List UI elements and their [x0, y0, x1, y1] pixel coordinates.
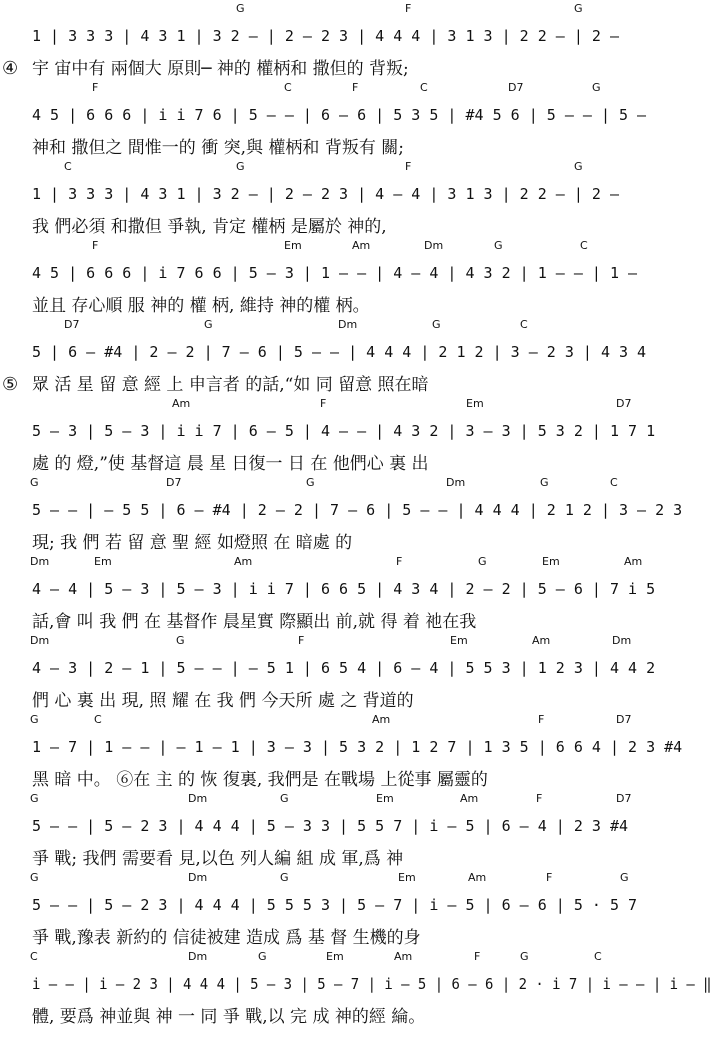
chord-symbol: F [405, 160, 412, 173]
chord-symbol: Em [94, 555, 112, 568]
chord-symbol: D7 [616, 397, 632, 410]
chord-row [0, 397, 718, 413]
chord-symbol: C [594, 950, 602, 963]
notation-text: 1 | 3 3 3 | 4 3 1 | 3 2 — | 2 — 2 3 | 4 — 4 | 3 1 3 | 2 2 — | 2 — [32, 185, 619, 203]
numbered-notation-row [0, 966, 718, 1002]
numbered-notation-row [0, 650, 718, 686]
chord-row [0, 476, 718, 492]
chord-symbol: G [520, 950, 529, 963]
chord-symbol: Em [326, 950, 344, 963]
chord-symbol: Am [532, 634, 551, 647]
chord-symbol: D7 [616, 713, 632, 726]
chord-symbol: D7 [508, 81, 524, 94]
numbered-notation-row [0, 97, 718, 133]
chord-symbol: G [30, 713, 39, 726]
chord-symbol: Am [372, 713, 391, 726]
chord-symbol: G [306, 476, 315, 489]
chord-symbol: F [92, 239, 99, 252]
chord-row [0, 2, 718, 18]
chord-symbol: Em [376, 792, 394, 805]
chord-symbol: Dm [424, 239, 444, 252]
chord-row [0, 318, 718, 334]
notation-text: 5 — 3 | 5 — 3 | i i 7 | 6 — 5 | 4 — — | 4 3 2 | 3 — 3 | 5 3 2 | 1 7 1 [32, 422, 656, 440]
lyrics-text: 黑 暗 中。 ⑥在 主 的 恢 復裏, 我們是 在戰場 上從事 屬靈的 [32, 770, 488, 790]
numbered-notation-row [0, 808, 718, 844]
chord-symbol: G [236, 160, 245, 173]
chord-symbol: Dm [188, 950, 208, 963]
score-system [0, 950, 718, 1042]
chord-symbol: G [494, 239, 503, 252]
chord-symbol: F [320, 397, 327, 410]
lyrics-text: 話,會 叫 我 們 在 基督作 晨星實 際顯出 前,就 得 着 祂在我 [32, 612, 477, 632]
lyrics-text: 現; 我 們 若 留 意 聖 經 如燈照 在 暗處 的 [32, 533, 353, 553]
lyrics-text: 我 們必須 和撒但 爭執, 肯定 權柄 是屬於 神的, [32, 217, 387, 237]
chord-row [0, 555, 718, 571]
numbered-notation-row [0, 176, 718, 212]
chord-symbol: G [540, 476, 549, 489]
chord-symbol: G [30, 792, 39, 805]
chord-symbol: C [284, 81, 292, 94]
chord-symbol: G [176, 634, 185, 647]
numbered-notation-row [0, 729, 718, 765]
chord-symbol: Am [172, 397, 191, 410]
lyrics-text: 爭 戰,豫表 新約的 信徒被建 造成 爲 基 督 生機的身 [32, 928, 421, 948]
notation-text: 1 — 7 | 1 — — | — 1 — 1 | 3 — 3 | 5 3 2 | 1 2 7 | 1 3 5 | 6 6 4 | 2 3 #4 [32, 738, 683, 756]
notation-text: 1 | 3 3 3 | 4 3 1 | 3 2 — | 2 — 2 3 | 4 4 4 | 3 1 3 | 2 2 — | 2 — [32, 27, 619, 45]
chord-symbol: G [30, 871, 39, 884]
chord-symbol: Dm [30, 555, 50, 568]
chord-row [0, 950, 718, 966]
chord-symbol: C [94, 713, 102, 726]
numbered-notation-row [0, 18, 718, 54]
chord-symbol: Dm [188, 871, 208, 884]
chord-row [0, 871, 718, 887]
chord-symbol: Am [394, 950, 413, 963]
chord-symbol: Dm [30, 634, 50, 647]
chord-symbol: F [546, 871, 553, 884]
chord-symbol: G [478, 555, 487, 568]
numbered-notation-row [0, 887, 718, 923]
verse-marker: ④ [2, 58, 19, 79]
lyrics-text: 眾 活 星 留 意 經 上 申言者 的話,“如 同 留意 照在暗 [32, 375, 429, 395]
chord-row [0, 792, 718, 808]
chord-symbol: F [352, 81, 359, 94]
chord-row [0, 160, 718, 176]
numbered-notation-row [0, 571, 718, 607]
chord-symbol: G [280, 871, 289, 884]
chord-symbol: C [420, 81, 428, 94]
chord-symbol: Em [542, 555, 560, 568]
chord-symbol: G [432, 318, 441, 331]
notation-text: 4 5 | 6 6 6 | i 7 6 6 | 5 — 3 | 1 — — | 4 — 4 | 4 3 2 | 1 — — | 1 — [32, 264, 638, 282]
notation-text: 5 — — | — 5 5 | 6 — #4 | 2 — 2 | 7 — 6 | 5 — — | 4 4 4 | 2 1 2 | 3 — 2 3 [32, 501, 683, 519]
chord-symbol: C [30, 950, 38, 963]
numbered-notation-row [0, 255, 718, 291]
chord-symbol: D7 [616, 792, 632, 805]
chord-symbol: G [258, 950, 267, 963]
chord-symbol: Em [466, 397, 484, 410]
lyrics-text: 體, 要爲 神並與 神 一 同 爭 戰,以 完 成 神的經 綸。 [32, 1007, 426, 1027]
chord-symbol: G [280, 792, 289, 805]
verse-marker: ⑤ [2, 374, 19, 395]
chord-symbol: F [536, 792, 543, 805]
chord-symbol: G [236, 2, 245, 15]
numbered-notation-row [0, 413, 718, 449]
chord-symbol: Dm [338, 318, 358, 331]
chord-symbol: F [474, 950, 481, 963]
chord-symbol: Dm [446, 476, 466, 489]
chord-symbol: Am [460, 792, 479, 805]
notation-text: 4 5 | 6 6 6 | i i 7 6 | 5 — — | 6 — 6 | 5 3 5 | #4 5 6 | 5 — — | 5 — [32, 106, 647, 124]
chord-symbol: Dm [612, 634, 632, 647]
chord-symbol: F [538, 713, 545, 726]
chord-symbol: C [610, 476, 618, 489]
lyrics-text: 宇 宙中有 兩個大 原則─ 神的 權柄和 撒但的 背叛; [32, 59, 409, 79]
chord-symbol: D7 [64, 318, 80, 331]
chord-symbol: Em [398, 871, 416, 884]
notation-text: i — — | i — 2 3 | 4 4 4 | 5 — 3 | 5 — 7 | i — 5 | 6 — 6 | 2 · i 7 | i — — | i — ‖ [32, 975, 712, 993]
chord-symbol: C [520, 318, 528, 331]
lyrics-text: 爭 戰; 我們 需要看 見,以色 列人編 組 成 軍,爲 神 [32, 849, 404, 869]
lyrics-text: 處 的 燈,”使 基督這 晨 星 日復一 日 在 他們心 裏 出 [32, 454, 429, 474]
chord-row [0, 634, 718, 650]
numbered-notation-row [0, 492, 718, 528]
notation-text: 4 — 4 | 5 — 3 | 5 — 3 | i i 7 | 6 6 5 | 4 3 4 | 2 — 2 | 5 — 6 | 7 i 5 [32, 580, 656, 598]
notation-text: 4 — 3 | 2 — 1 | 5 — — | — 5 1 | 6 5 4 | 6 — 4 | 5 5 3 | 1 2 3 | 4 4 2 [32, 659, 656, 677]
chord-symbol: G [574, 160, 583, 173]
notation-text: 5 — — | 5 — 2 3 | 4 4 4 | 5 5 5 3 | 5 — 7 | i — 5 | 6 — 6 | 5 · 5 7 [32, 896, 638, 914]
chord-symbol: F [92, 81, 99, 94]
lyrics-text: 神和 撒但之 間惟一的 衝 突,與 權柄和 背叛有 關; [32, 138, 404, 158]
chord-symbol: F [405, 2, 412, 15]
chord-symbol: Am [352, 239, 371, 252]
chord-symbol: G [620, 871, 629, 884]
chord-symbol: Am [624, 555, 643, 568]
chord-row [0, 713, 718, 729]
numbered-notation-row [0, 334, 718, 370]
chord-row [0, 81, 718, 97]
chord-symbol: C [64, 160, 72, 173]
chord-symbol: D7 [166, 476, 182, 489]
notation-text: 5 | 6 — #4 | 2 — 2 | 7 — 6 | 5 — — | 4 4 4 | 2 1 2 | 3 — 2 3 | 4 3 4 [32, 343, 647, 361]
chord-symbol: Em [450, 634, 468, 647]
chord-symbol: G [30, 476, 39, 489]
chord-symbol: Am [234, 555, 253, 568]
chord-symbol: Am [468, 871, 487, 884]
chord-symbol: Dm [188, 792, 208, 805]
chord-symbol: G [574, 2, 583, 15]
chord-symbol: F [298, 634, 305, 647]
chord-symbol: F [396, 555, 403, 568]
lyrics-text: 們 心 裏 出 現, 照 耀 在 我 們 今天所 處 之 背道的 [32, 691, 414, 711]
chord-row [0, 239, 718, 255]
chord-symbol: G [592, 81, 601, 94]
lyrics-row [0, 1002, 718, 1036]
chord-symbol: G [204, 318, 213, 331]
chord-symbol: Em [284, 239, 302, 252]
notation-text: 5 — — | 5 — 2 3 | 4 4 4 | 5 — 3 3 | 5 5 7 | i — 5 | 6 — 4 | 2 3 #4 [32, 817, 629, 835]
chord-symbol: C [580, 239, 588, 252]
lyrics-text: 並且 存心順 服 神的 權 柄, 維持 神的權 柄。 [32, 296, 370, 316]
